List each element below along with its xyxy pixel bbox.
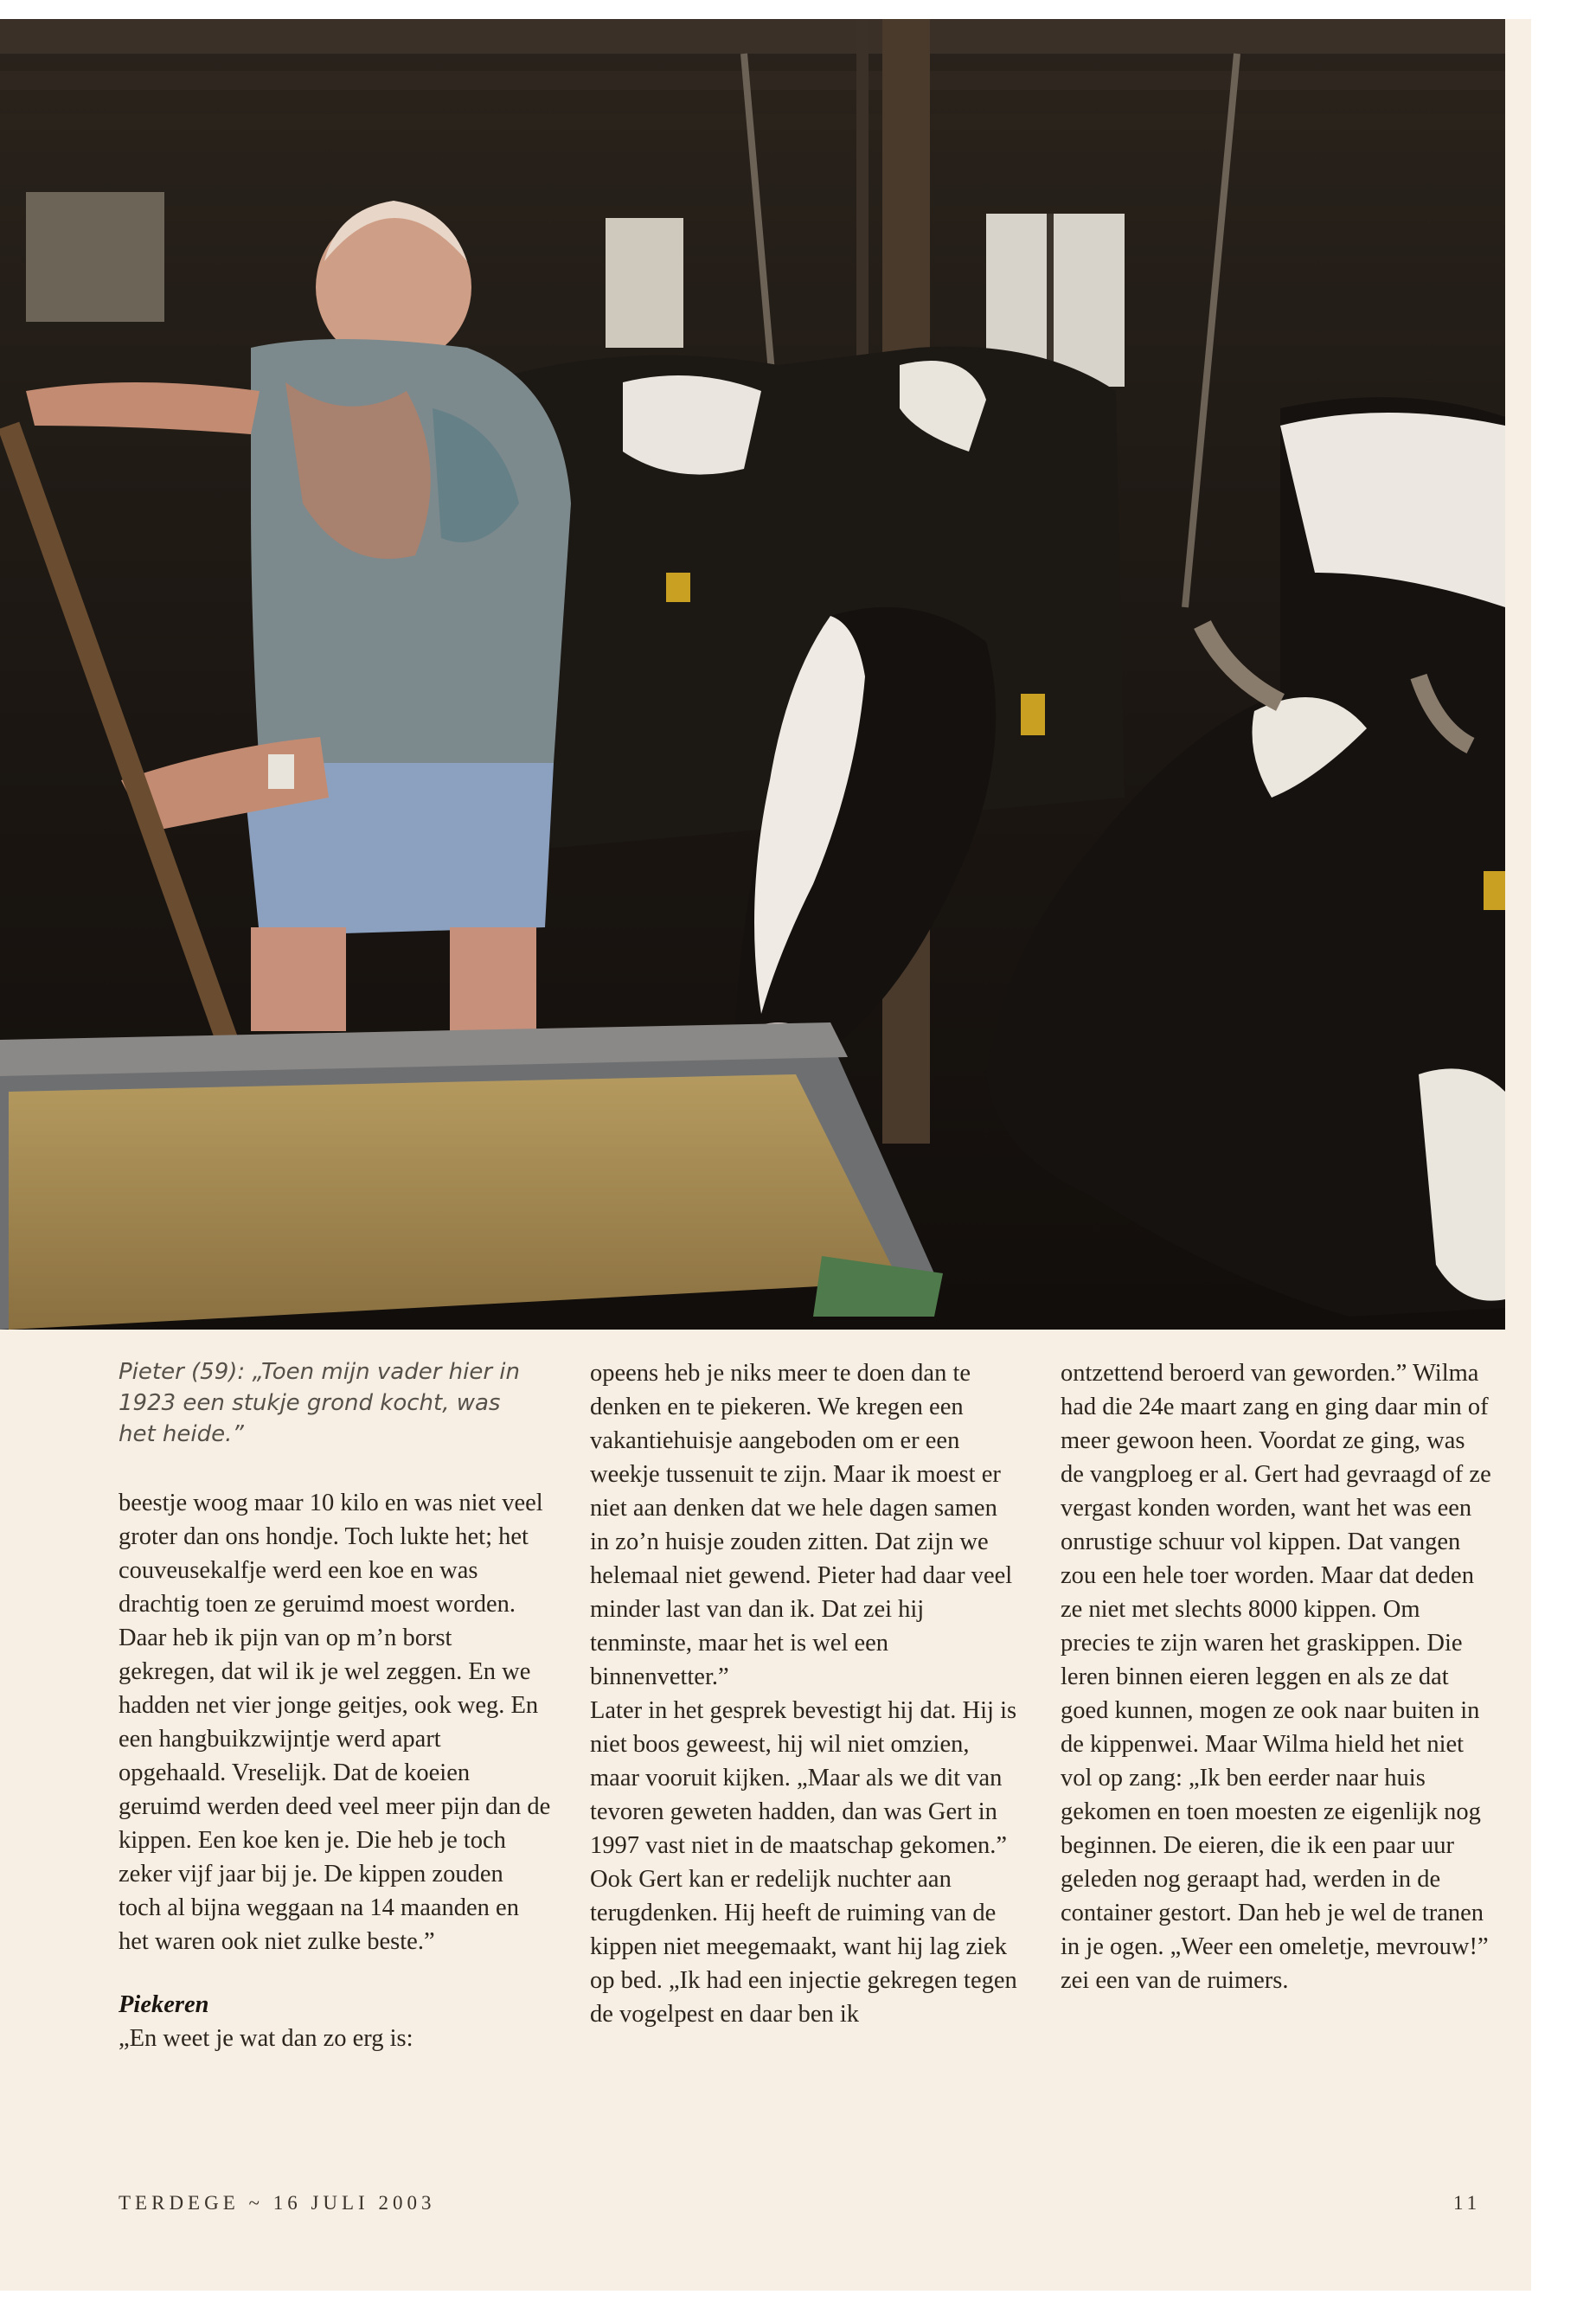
text-column-1 [119, 1356, 551, 2055]
section-subheading: Piekeren [119, 1991, 209, 2018]
column-2-body: opeens heb je niks meer te doen dan te denken en te piekeren. We kregen een vakantiehuisje aangeboden om er een weekje tussenuit te zijn. Maar ik moest er niet aan denken dat we hele dagen samen in zo’n huisje zouden zitten. Dat zijn we helemaal niet gewend. Pieter had daar veel minder last van dan ik. Dat zei hij tenminste, maar het is wel een binnenvetter.” [590, 1360, 1013, 1690]
text-column-3 [1061, 1356, 1493, 1997]
column-1-body: beestje woog maar 10 kilo en was niet veel groter dan ons hondje. Toch lukte het; het couveusekalfje werd een koe en was drachtig toen ze geruimd moest worden. Daar heb ik pijn van op m’n borst gekregen, dat wil ik je wel zeggen. En we hadden net vier jonge geitjes, ook weg. En een hangbuikzwijntje werd apart opgehaald. Vreselijk. Dat de koeien geruimd werden deed veel meer pijn dan de kippen. Een koe ken je. Die heb je toch zeker vijf jaar bij je. De kippen zouden toch al bijna weggaan na 14 maanden en het waren ook niet zulke beste.” [119, 1490, 551, 1955]
column-3-body: ontzettend beroerd van geworden.” Wilma had die 24e maart zang en ging daar min of meer gewoon heen. Voordat ze ging, was de vangploeg er al. Gert had gevraagd of ze vergast konden worden, want het was een onrustige schuur vol kippen. Dat vangen zou een hele toer worden. Maar dat deden ze niet met slechts 8000 kippen. Om precies te zijn waren het graskippen. Die leren binnen eieren leggen en als ze dat goed kunnen, mogen ze ook naar buiten in de kippenwei. Maar Wilma hield het niet vol op zang: „Ik ben eerder naar huis gekomen en toen moesten ze eigenlijk nog beginnen. De eieren, die ik een paar uur geleden nog geraapt had, werden in de container gestort. Dan heb je wel de tranen in je ogen. „Weer een omeletje, mevrouw!” zei een van de ruimers. [1061, 1360, 1491, 1994]
text-column-2 [590, 1356, 1022, 2031]
footer-magazine-date: TERDEGE ~ 16 JULI 2003 [119, 2192, 436, 2214]
column-2-body-continued: Later in het gesprek bevestigt hij dat. Hij is niet boos geweest, hij wil niet omzien, maar vooruit kijken. „Maar als we dit van tevoren geweten hadden, dan was Gert in 1997 vast niet in de maatschap gekomen.” Ook Gert kan er redelijk nuchter aan terugdenken. Hij heeft de ruiming van de kippen niet meegemaakt, want hij lag ziek op bed. „Ik had een injectie gekregen tegen de vogelpest en daar ben ik [590, 1697, 1017, 2028]
farmer-feeding-cows-photo [0, 19, 1505, 1330]
column-1-body-continued: „En weet je wat dan zo erg is: [119, 2025, 413, 2052]
magazine-page [0, 19, 1531, 2291]
page-number: 11 [1453, 2192, 1482, 2214]
photo-caption: Pieter (59): „Toen mijn vader hier in 1923 een stukje grond kocht, was het heide.” [119, 1359, 521, 1447]
photo-illustration [0, 19, 1505, 1330]
